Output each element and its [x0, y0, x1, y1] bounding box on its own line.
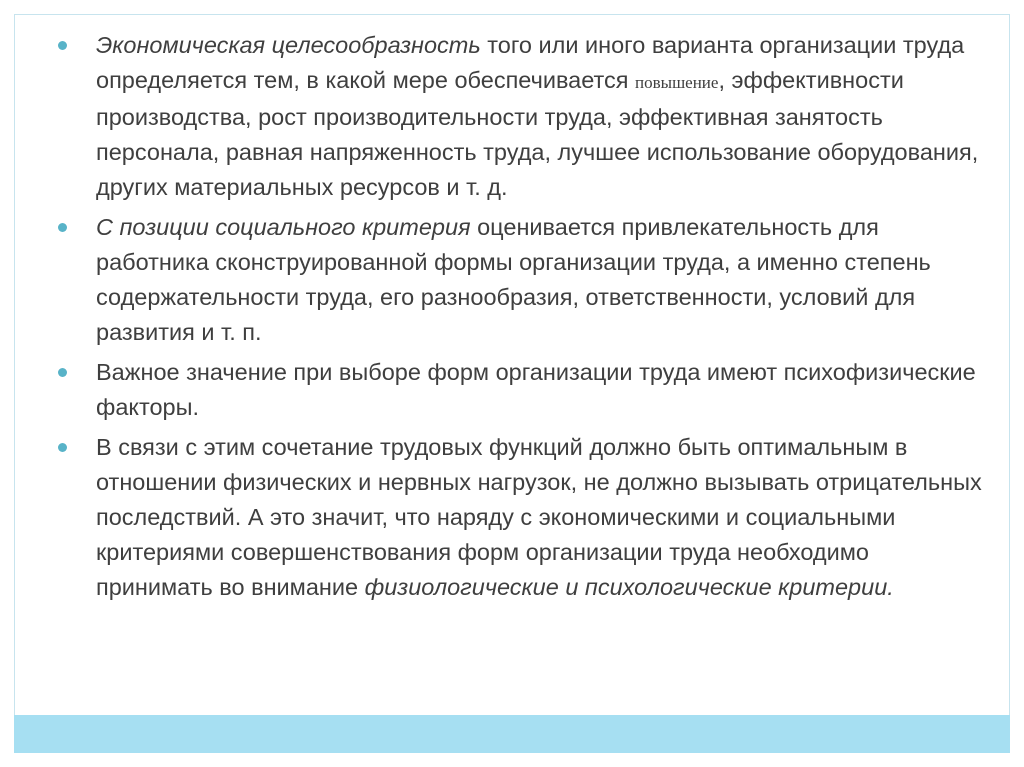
bullet-text: оценивается привлекательность для работника сконструированной формы организации труда, а именно степень содержательности труда, его разнообразия, ответственности, условий для развития и т. п.: [96, 214, 931, 345]
bullet-text: , эффективности производства, рост производительности труда, эффективная занятость персонала, равная напряженность труда, лучшее использование оборудования, других материальных ресурсов и т. д.: [96, 67, 979, 200]
bullet-item-psychophysical: [58, 355, 988, 425]
economic-criterion-term: Экономическая целесообразность: [96, 32, 481, 58]
bottom-accent-bar: [14, 715, 1010, 753]
bullet-item-economic: [58, 28, 988, 205]
bullet-text: того или иного варианта организации труда определяется тем, в какой мере обеспечивается: [96, 32, 965, 93]
bullet-dot-icon: [58, 41, 67, 50]
social-criterion-term: С позиции социального критерия: [96, 214, 471, 240]
bullet-item-conclusion: [58, 430, 988, 605]
bullet-item-social: [58, 210, 988, 350]
bullet-dot-icon: [58, 443, 67, 452]
bullet-list: [58, 28, 988, 610]
physiological-criteria-term: физиологические и психологические критерии.: [364, 574, 894, 600]
bullet-dot-icon: [58, 223, 67, 232]
small-serif-word: повышение: [635, 73, 719, 92]
bullet-text: В связи с этим сочетание трудовых функций должно быть оптимальным в отношении физических и нервных нагрузок, не должно вызывать отрицательных последствий. А это значит, что наряду с экономическими и социальными критериями совершенствования форм организации труда необходимо принимать во внимание: [96, 434, 982, 600]
bullet-text: Важное значение при выборе форм организации труда имеют психофизические факторы.: [96, 359, 976, 420]
bullet-dot-icon: [58, 368, 67, 377]
